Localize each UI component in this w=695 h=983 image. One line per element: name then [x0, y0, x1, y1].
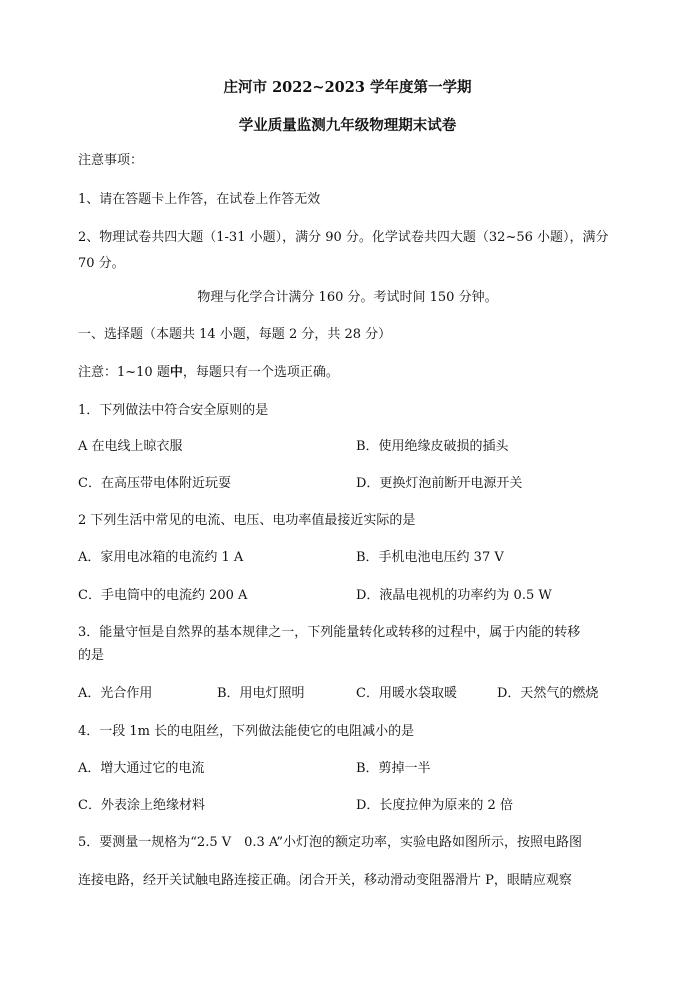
- note-item-2-line2: 70 分。: [78, 256, 125, 271]
- q1-option-d: D．更换灯泡前断开电源开关: [356, 476, 523, 491]
- note-item-1: 1、请在答题卡上作答，在试卷上作答无效: [78, 192, 321, 207]
- q4-option-c: C．外表涂上绝缘材料: [78, 798, 205, 813]
- q3-stem-line1: 3．能量守恒是自然界的基本规律之一，下列能量转化或转移的过程中，属于内能的转移: [78, 625, 581, 640]
- q2-option-d: D．液晶电视机的功率约为 0.5 W: [356, 588, 552, 603]
- q2-option-c: C．手电筒中的电流约 200 A: [78, 588, 248, 603]
- section-1-note-bold: 中: [169, 365, 183, 380]
- q3-option-c: C．用暖水袋取暖: [356, 686, 457, 701]
- q3-stem-line2: 的是: [78, 648, 105, 663]
- exam-title-line1: 庄河市 2022~2023 学年度第一学期: [223, 79, 472, 96]
- q5-stem-line2: 连接电路，经开关试触电路连接正确。闭合开关，移动滑动变阻器滑片 P，眼睛应观察: [78, 873, 572, 888]
- q3-option-a: A．光合作用: [78, 686, 153, 701]
- q1-stem: 1．下列做法中符合安全原则的是: [78, 403, 269, 418]
- q3-option-b: B．用电灯照明: [217, 686, 305, 701]
- section-1-heading: 一、选择题（本题共 14 小题，每题 2 分，共 28 分）: [78, 327, 392, 342]
- q3-option-d: D．天然气的燃烧: [497, 686, 599, 701]
- q4-option-a: A．增大通过它的电流: [78, 761, 205, 776]
- note-item-2-line1: 2、物理试卷共四大题（1-31 小题），满分 90 分。化学试卷共四大题（32~56 小题），满分: [78, 230, 609, 245]
- q1-option-b: B．使用绝缘皮破损的插头: [356, 439, 509, 454]
- section-1-note-suffix: ，每题只有一个选项正确。: [182, 365, 339, 380]
- q4-stem: 4．一段 1m 长的电阻丝，下列做法能使它的电阻减小的是: [78, 724, 415, 739]
- q1-option-c: C．在高压带电体附近玩耍: [78, 476, 231, 491]
- q2-option-a: A．家用电冰箱的电流约 1 A: [78, 550, 244, 565]
- q5-stem-line1: 5．要测量一规格为“2.5 V 0.3 A”小灯泡的额定功率，实验电路如图所示，按照电路图: [78, 835, 583, 850]
- q4-option-d: D．长度拉伸为原来的 2 倍: [356, 798, 513, 813]
- q2-stem: 2 下列生活中常见的电流、电压、电功率值最接近实际的是: [78, 513, 416, 528]
- q2-option-b: B．手机电池电压约 37 V: [356, 550, 504, 565]
- notes-heading: 注意事项：: [78, 153, 144, 168]
- notes-summary: 物理与化学合计满分 160 分。考试时间 150 分钟。: [197, 290, 498, 305]
- q1-option-a: A 在电线上晾衣服: [78, 439, 183, 454]
- section-1-note: [78, 364, 339, 382]
- q4-option-b: B．剪掉一半: [356, 761, 431, 776]
- section-1-note-prefix: 注意：1~10 题: [78, 365, 170, 380]
- exam-title-line2: 学业质量监测九年级物理期末试卷: [238, 117, 457, 134]
